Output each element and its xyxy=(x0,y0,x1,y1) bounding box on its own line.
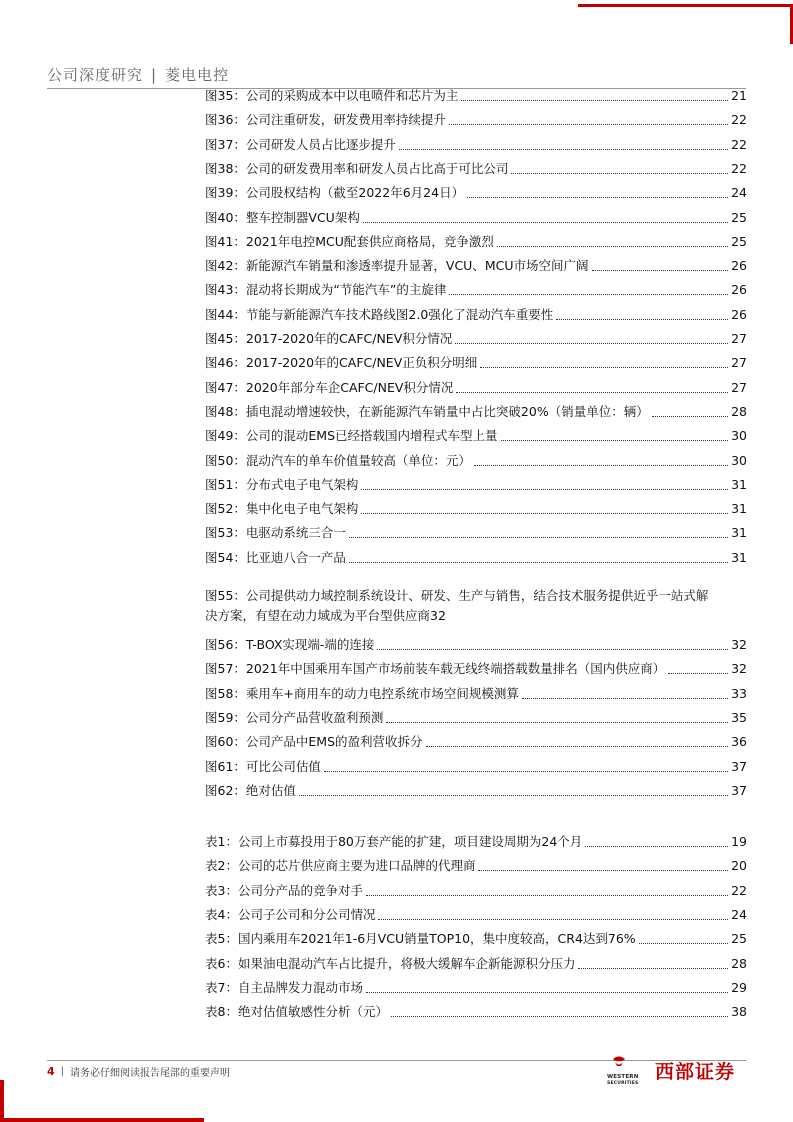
dot-leader xyxy=(652,416,728,417)
toc-entry-label: 图39：公司股权结构（截至2022年6月24日） xyxy=(205,185,465,201)
toc-entry[interactable] xyxy=(205,280,747,300)
toc-entry[interactable] xyxy=(205,881,747,901)
footer-disclaimer: 请务必仔细阅读报告尾部的重要声明 xyxy=(70,1068,231,1079)
toc-entry-label: 图48：插电混动增速较快，在新能源汽车销量中占比突破20%（销量单位：辆） xyxy=(205,403,649,419)
toc-entry-page: 22 xyxy=(731,882,747,898)
toc-entry[interactable] xyxy=(205,905,747,925)
toc-entry[interactable] xyxy=(205,110,747,130)
toc-entry[interactable] xyxy=(205,256,747,276)
dot-leader xyxy=(377,649,728,650)
dot-leader xyxy=(361,489,728,490)
header-report-type: 公司深度研究 xyxy=(47,66,144,84)
toc-entry[interactable] xyxy=(205,329,747,349)
toc-entry-label: 图56：T-BOX实现端-端的连接 xyxy=(205,637,375,652)
toc-entry-page: 21 xyxy=(731,88,747,103)
toc-entry-label: 表4：公司子公司和分公司情况 xyxy=(205,906,376,922)
toc-entry-page: 28 xyxy=(731,955,747,971)
toc-entry-label: 图55：公司提供动力域控制系统设计、研发、生产与销售，结合技术服务提供近乎一站式解 xyxy=(205,588,709,603)
toc-entry-page: 22 xyxy=(731,136,747,152)
toc-entry-page: 37 xyxy=(731,782,747,798)
toc-entry[interactable] xyxy=(205,523,747,543)
toc-entry-label: 图42：新能源汽车销量和渗透率提升显著，VCU、MCU市场空间广阔 xyxy=(205,258,589,274)
toc-entry[interactable] xyxy=(205,305,747,325)
dot-leader xyxy=(639,943,728,944)
toc-entry-label: 图36：公司注重研发，研发费用率持续提升 xyxy=(205,112,446,128)
toc-entry-page: 27 xyxy=(731,379,747,395)
toc-entry-page: 24 xyxy=(731,906,747,922)
toc-entry-page: 27 xyxy=(731,355,747,371)
dot-leader xyxy=(480,367,728,368)
toc-entry-page: 28 xyxy=(731,403,747,419)
toc-entry-label: 表1：公司上市募投用于80万套产能的扩建，项目建设周期为24个月 xyxy=(205,834,583,849)
logo-english: WESTERN SECURITIES xyxy=(607,1074,639,1086)
toc-entry-label: 图38：公司的研发费用率和研发人员占比高于可比公司 xyxy=(205,160,509,176)
toc-entry-label: 图59：公司分产品营收盈利预测 xyxy=(205,709,384,725)
toc-entry-label: 图50：混动汽车的单车价值量较高（单位：元） xyxy=(205,452,471,468)
toc-entry-page: 27 xyxy=(731,331,747,346)
toc-entry[interactable] xyxy=(205,978,747,998)
toc-entry-label: 图40：整车控制器VCU架构 xyxy=(205,209,360,225)
toc-entry-label: 图44：节能与新能源汽车技术路线图2.0强化了混动汽车重要性 xyxy=(205,306,554,322)
dot-leader xyxy=(349,537,728,538)
toc-entry[interactable] xyxy=(205,208,747,228)
toc-entry-label: 表3：公司分产品的竞争对手 xyxy=(205,882,363,898)
toc-entry-label: 图53：电驱动系统三合一 xyxy=(205,525,346,541)
toc-entry-page: 36 xyxy=(731,734,747,750)
toc-entry-page: 31 xyxy=(731,549,747,565)
toc-entry[interactable] xyxy=(205,954,747,974)
toc-entry[interactable] xyxy=(205,1002,747,1022)
toc-entry[interactable] xyxy=(205,232,747,252)
toc-entry-page: 26 xyxy=(731,282,747,298)
toc-entry-page: 25 xyxy=(731,209,747,225)
toc-entry-label: 图61：可比公司估值 xyxy=(205,758,321,774)
logo-chinese-name: 西部证券 xyxy=(655,1061,736,1083)
toc-entry[interactable] xyxy=(205,732,747,752)
dot-leader xyxy=(522,698,728,699)
toc-entry-label: 图47：2020年部分车企CAFC/NEV积分情况 xyxy=(205,379,454,395)
toc-entry-label: 表5：国内乘用车2021年1-6月VCU销量TOP10，集中度较高，CR4达到76% xyxy=(205,931,636,947)
dot-leader xyxy=(299,795,728,796)
dot-leader xyxy=(585,846,728,847)
dot-leader xyxy=(501,440,729,441)
toc-entry-page: 25 xyxy=(731,233,747,249)
toc-entry-page: 31 xyxy=(731,476,747,492)
dot-leader xyxy=(456,392,728,393)
toc-entry-page: 31 xyxy=(731,525,747,541)
toc-entry[interactable] xyxy=(205,402,747,422)
toc-entry-label: 图49：公司的混动EMS已经搭载国内增程式车型上量 xyxy=(205,428,498,444)
toc-entry-page: 30 xyxy=(731,428,747,444)
toc-entry-label: 图51：分布式电子电气架构 xyxy=(205,476,359,492)
toc-entry-label: 图43：混动将长期成为“节能汽车”的主旋律 xyxy=(205,282,447,298)
toc-entry-page: 38 xyxy=(731,1004,747,1020)
toc-entry-figure55[interactable] xyxy=(205,583,747,628)
toc-entry[interactable] xyxy=(205,684,747,704)
dot-leader xyxy=(478,870,728,871)
toc-entry[interactable] xyxy=(205,159,747,179)
dot-leader xyxy=(511,173,728,174)
toc-entry-page: 24 xyxy=(731,185,747,201)
toc-entry-label: 图54：比亚迪八合一产品 xyxy=(205,549,346,565)
toc-entry-label: 表7：自主品牌发力混动市场 xyxy=(205,979,363,995)
header-separator: | xyxy=(151,66,158,84)
dot-leader xyxy=(361,513,728,514)
toc-entry[interactable] xyxy=(205,353,747,373)
toc-entry[interactable] xyxy=(205,832,747,852)
dot-leader xyxy=(578,968,728,969)
toc-entry-page: 35 xyxy=(731,709,747,725)
toc-entry[interactable] xyxy=(205,856,747,876)
toc-entry[interactable] xyxy=(205,659,747,679)
dot-leader xyxy=(455,343,728,344)
dot-leader xyxy=(363,222,728,223)
dot-leader xyxy=(449,294,728,295)
toc-entry-page: 33 xyxy=(731,685,747,701)
dot-leader xyxy=(386,722,728,723)
toc-entry[interactable] xyxy=(205,548,747,568)
toc-entry-label: 图41：2021年电控MCU配套供应商格局，竞争激烈 xyxy=(205,233,494,249)
dot-leader xyxy=(556,319,728,320)
toc-entry-page: 26 xyxy=(731,306,747,322)
toc-entry[interactable] xyxy=(205,426,747,446)
dot-leader xyxy=(391,1016,728,1017)
toc-entry[interactable] xyxy=(205,635,747,655)
dot-leader xyxy=(366,895,728,896)
toc-entry[interactable] xyxy=(205,757,747,777)
toc-entry-page: 22 xyxy=(731,112,747,128)
dot-leader xyxy=(497,246,728,247)
toc-entry-label: 图46：2017-2020年的CAFC/NEV正负积分明细 xyxy=(205,355,478,371)
toc-entry-label: 表8：绝对估值敏感性分析（元） xyxy=(205,1004,388,1020)
footer-separator: | xyxy=(60,1066,65,1077)
toc-entry[interactable] xyxy=(205,781,747,801)
dot-leader xyxy=(324,771,728,772)
toc-entry-label: 图52：集中化电子电气架构 xyxy=(205,501,359,517)
toc-entry-label: 表6：如果油电混动汽车占比提升，将极大缓解车企新能源积分压力 xyxy=(205,955,576,971)
toc-entry-page: 37 xyxy=(731,758,747,774)
toc-entry-label-continued: 决方案，有望在动力域成为平台型供应商 xyxy=(205,608,431,623)
toc-entry[interactable] xyxy=(205,86,747,106)
toc-entry[interactable] xyxy=(205,378,747,398)
toc-entry[interactable] xyxy=(205,135,747,155)
toc-entry[interactable] xyxy=(205,499,747,519)
page-header xyxy=(47,64,229,85)
toc-entry-page: 26 xyxy=(731,258,747,274)
dot-leader xyxy=(592,270,729,271)
toc-entry-page: 22 xyxy=(731,160,747,176)
dot-leader xyxy=(461,100,728,101)
corner-decoration-bottom-vertical xyxy=(0,1080,4,1122)
toc-entry-label: 图62：绝对估值 xyxy=(205,782,296,798)
toc-entry[interactable] xyxy=(205,929,747,949)
corner-decoration-top xyxy=(578,4,793,7)
page-number: 4 xyxy=(47,1065,55,1078)
dot-leader xyxy=(668,673,728,674)
page-footer xyxy=(47,1064,230,1079)
toc-entry-page: 31 xyxy=(731,501,747,517)
dot-leader xyxy=(349,562,728,563)
toc-entry[interactable] xyxy=(205,451,747,471)
toc-entry-label: 图57：2021年中国乘用车国产市场前装车载无线终端搭载数量排名（国内供应商） xyxy=(205,661,666,677)
toc-entry-page: 29 xyxy=(731,979,747,995)
toc-entry[interactable] xyxy=(205,183,747,203)
toc-entry-page: 32 xyxy=(731,637,747,652)
toc-entry-label: 表2：公司的芯片供应商主要为进口品牌的代理商 xyxy=(205,858,476,874)
dot-leader xyxy=(474,465,728,466)
toc-entry-label: 图37：公司研发人员占比逐步提升 xyxy=(205,136,396,152)
toc-entry-page: 20 xyxy=(731,858,747,874)
dot-leader xyxy=(449,124,728,125)
dot-leader xyxy=(378,919,728,920)
toc-entry[interactable] xyxy=(205,475,747,495)
toc-entry-page: 25 xyxy=(731,931,747,947)
toc-entry-label: 图60：公司产品中EMS的盈利营收拆分 xyxy=(205,734,423,750)
toc-entry-page: 19 xyxy=(731,834,747,849)
dot-leader xyxy=(426,746,729,747)
toc-entry-label: 图58：乘用车+商用车的动力电控系统市场空间规模测算 xyxy=(205,685,519,701)
toc-entry-label: 图35：公司的采购成本中以电喷件和芯片为主 xyxy=(205,88,459,103)
corner-decoration-bottom xyxy=(0,1118,204,1122)
toc-entry-page: 32 xyxy=(430,608,446,623)
toc-entry-page: 32 xyxy=(731,661,747,677)
dot-leader xyxy=(399,149,728,150)
header-company-name: 菱电电控 xyxy=(165,66,230,84)
toc-entry[interactable] xyxy=(205,708,747,728)
toc-entry-label: 图45：2017-2020年的CAFC/NEV积分情况 xyxy=(205,331,453,346)
dot-leader xyxy=(467,197,728,198)
dot-leader xyxy=(366,992,728,993)
toc-entry-page: 30 xyxy=(731,452,747,468)
